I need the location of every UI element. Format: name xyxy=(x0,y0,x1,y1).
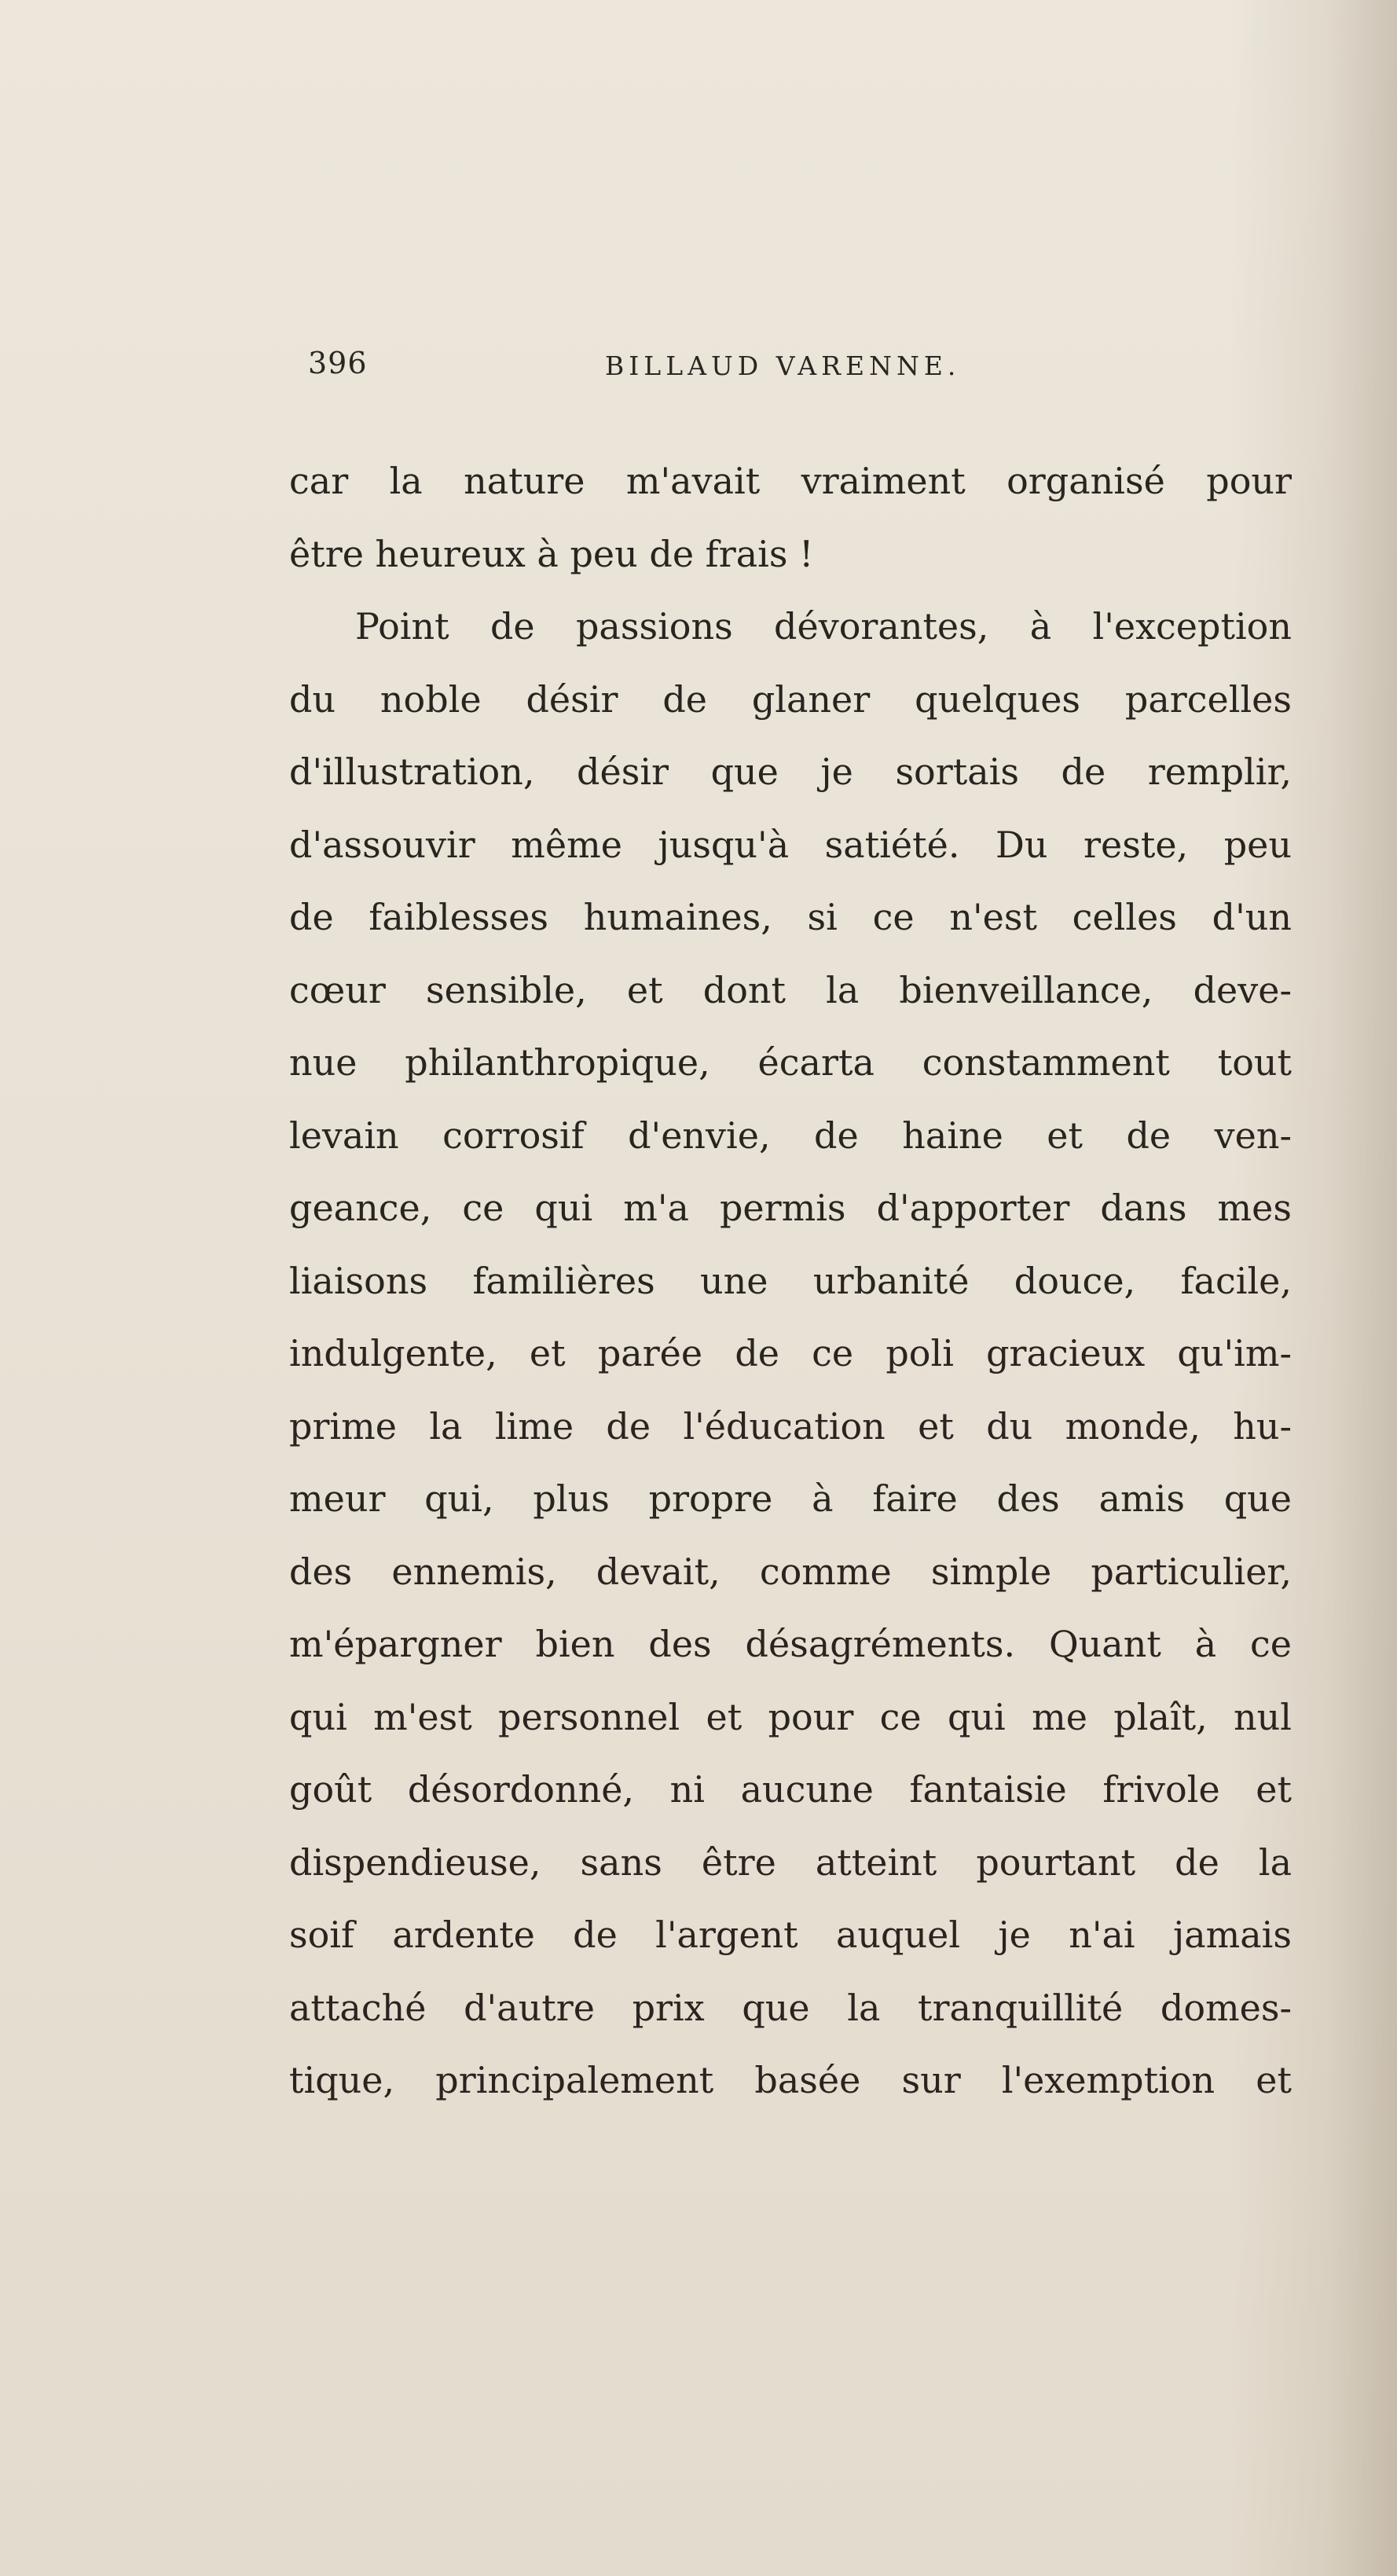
text-line: prime la lime de l'éducation et du monde, hu- xyxy=(289,1404,1292,1448)
text-line: cœur sensible, et dont la bienveillance, deve- xyxy=(289,968,1292,1011)
text-line: m'épargner bien des désagréments. Quant à ce xyxy=(289,1623,1292,1665)
running-title: BILLAUD VARENNE. xyxy=(605,350,961,381)
text-line: geance, ce qui m'a permis d'apporter dans mes xyxy=(289,1187,1292,1229)
text-line: tique, principalement basée sur l'exemption et xyxy=(289,2059,1292,2101)
text-line: indulgente, et parée de ce poli gracieux qu'im- xyxy=(289,1332,1292,1374)
text-line: des ennemis, devait, comme simple particulier, xyxy=(289,1550,1292,1593)
text-line: qui m'est personnel et pour ce qui me plaît, nul xyxy=(289,1695,1292,1738)
text-line: meur qui, plus propre à faire des amis que xyxy=(289,1477,1292,1520)
text-line: être heureux à peu de frais ! xyxy=(289,532,814,575)
text-line: Point de passions dévorantes, à l'exception xyxy=(355,605,1292,648)
text-line: dispendieuse, sans être atteint pourtant de la xyxy=(289,1840,1292,1884)
text-line: car la nature m'avait vraiment organisé pour xyxy=(289,460,1292,502)
text-line: levain corrosif d'envie, de haine et de ven- xyxy=(289,1114,1292,1157)
text-line: nue philanthropique, écarta constamment tout xyxy=(289,1041,1292,1084)
text-line: du noble désir de glaner quelques parcelles xyxy=(289,677,1292,721)
running-head xyxy=(0,346,1397,393)
text-line: de faiblesses humaines, si ce n'est celles d'un xyxy=(289,896,1292,938)
text-line: d'illustration, désir que je sortais de remplir, xyxy=(289,750,1292,793)
text-line: attaché d'autre prix que la tranquillité domes- xyxy=(289,1986,1292,2029)
page-number: 396 xyxy=(308,346,368,380)
text-line: liaisons familières une urbanité douce, facile, xyxy=(289,1259,1292,1302)
body-text xyxy=(289,445,1292,2117)
text-line: goût désordonné, ni aucune fantaisie frivole et xyxy=(289,1768,1292,1811)
text-line: d'assouvir même jusqu'à satiété. Du reste, peu xyxy=(289,823,1292,866)
text-line: soif ardente de l'argent auquel je n'ai jamais xyxy=(289,1914,1292,1956)
